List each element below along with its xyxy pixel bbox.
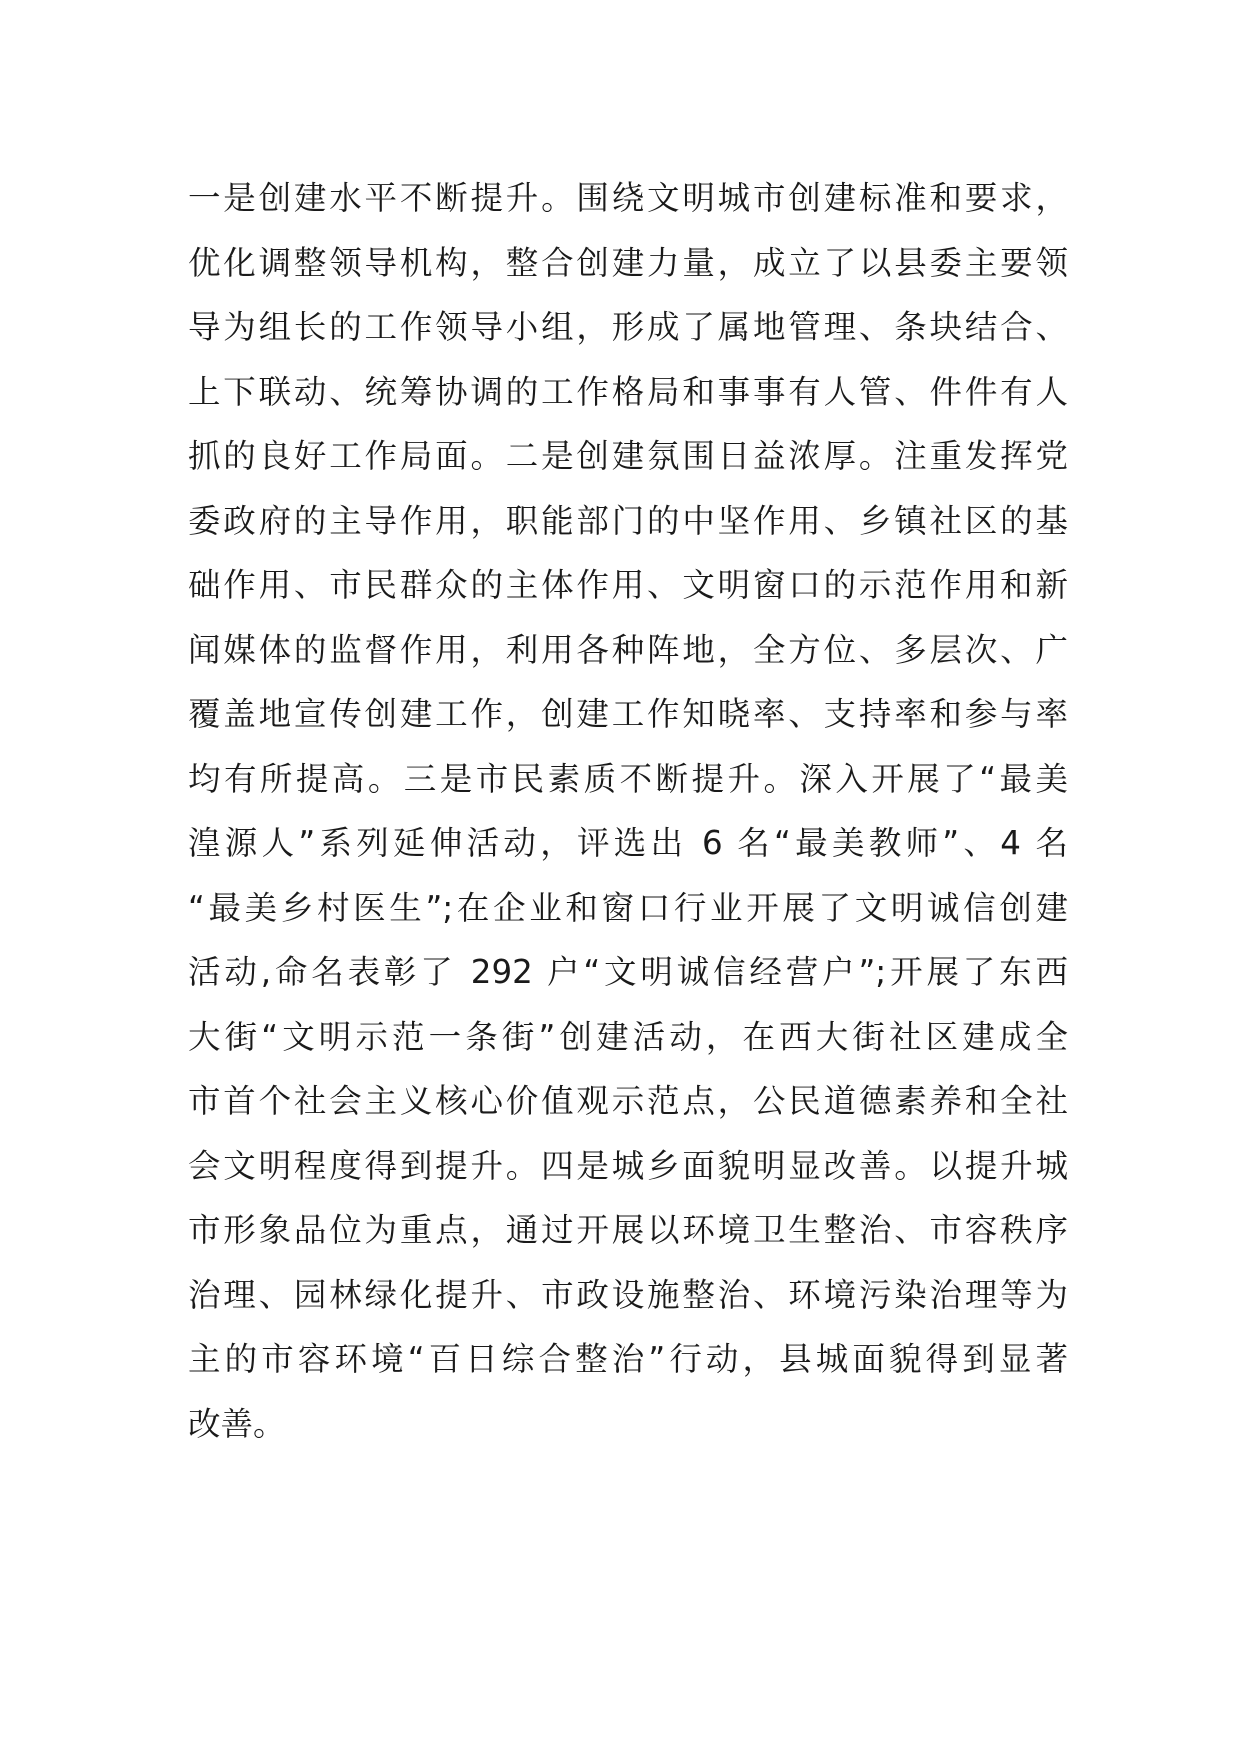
paragraph-line: 一是创建水平不断提升。围绕文明城市创建标准和要求， (188, 179, 1068, 217)
paragraph-line: 治理、园林绿化提升、市政设施整治、环境污染治理等为 (188, 1275, 1068, 1314)
paragraph-line: 闻媒体的监督作用，利用各种阵地，全方位、多层次、广 (188, 630, 1068, 669)
paragraph-line: 础作用、市民群众的主体作用、文明窗口的示范作用和新 (188, 566, 1068, 604)
paragraph-line: 改善。 (188, 1404, 286, 1443)
paragraph-line: 覆盖地宣传创建工作，创建工作知晓率、支持率和参与率 (188, 695, 1068, 733)
paragraph-line: 市形象品位为重点，通过开展以环境卫生整治、市容秩序 (188, 1211, 1068, 1249)
paragraph-line: “最美乡村医生”;在企业和窗口行业开展了文明诚信创建 (188, 888, 1068, 927)
body-paragraph (188, 166, 1068, 1456)
paragraph-line: 均有所提高。三是市民素质不断提升。深入开展了“最美 (188, 759, 1068, 798)
paragraph-line: 导为组长的工作领导小组，形成了属地管理、条块结合、 (188, 308, 1068, 346)
paragraph-line: 湟源人”系列延伸活动，评选出 6 名“最美教师”、4 名 (188, 824, 1069, 862)
paragraph-line: 委政府的主导作用，职能部门的中坚作用、乡镇社区的基 (188, 501, 1068, 540)
paragraph-line: 抓的良好工作局面。二是创建氛围日益浓厚。注重发挥党 (188, 437, 1068, 475)
paragraph-line: 市首个社会主义核心价值观示范点，公民道德素养和全社 (188, 1082, 1068, 1120)
paragraph-line: 活动,命名表彰了 292 户“文明诚信经营户”;开展了东西 (188, 953, 1068, 991)
paragraph-line: 上下联动、统筹协调的工作格局和事事有人管、件件有人 (188, 372, 1068, 411)
paragraph-line: 会文明程度得到提升。四是城乡面貌明显改善。以提升城 (188, 1146, 1068, 1185)
paragraph-line: 优化调整领导机构，整合创建力量，成立了以县委主要领 (188, 243, 1068, 282)
paragraph-line: 主的市容环境“百日综合整治”行动，县城面貌得到显著 (188, 1340, 1068, 1378)
paragraph-line: 大街“文明示范一条街”创建活动，在西大街社区建成全 (188, 1017, 1068, 1056)
